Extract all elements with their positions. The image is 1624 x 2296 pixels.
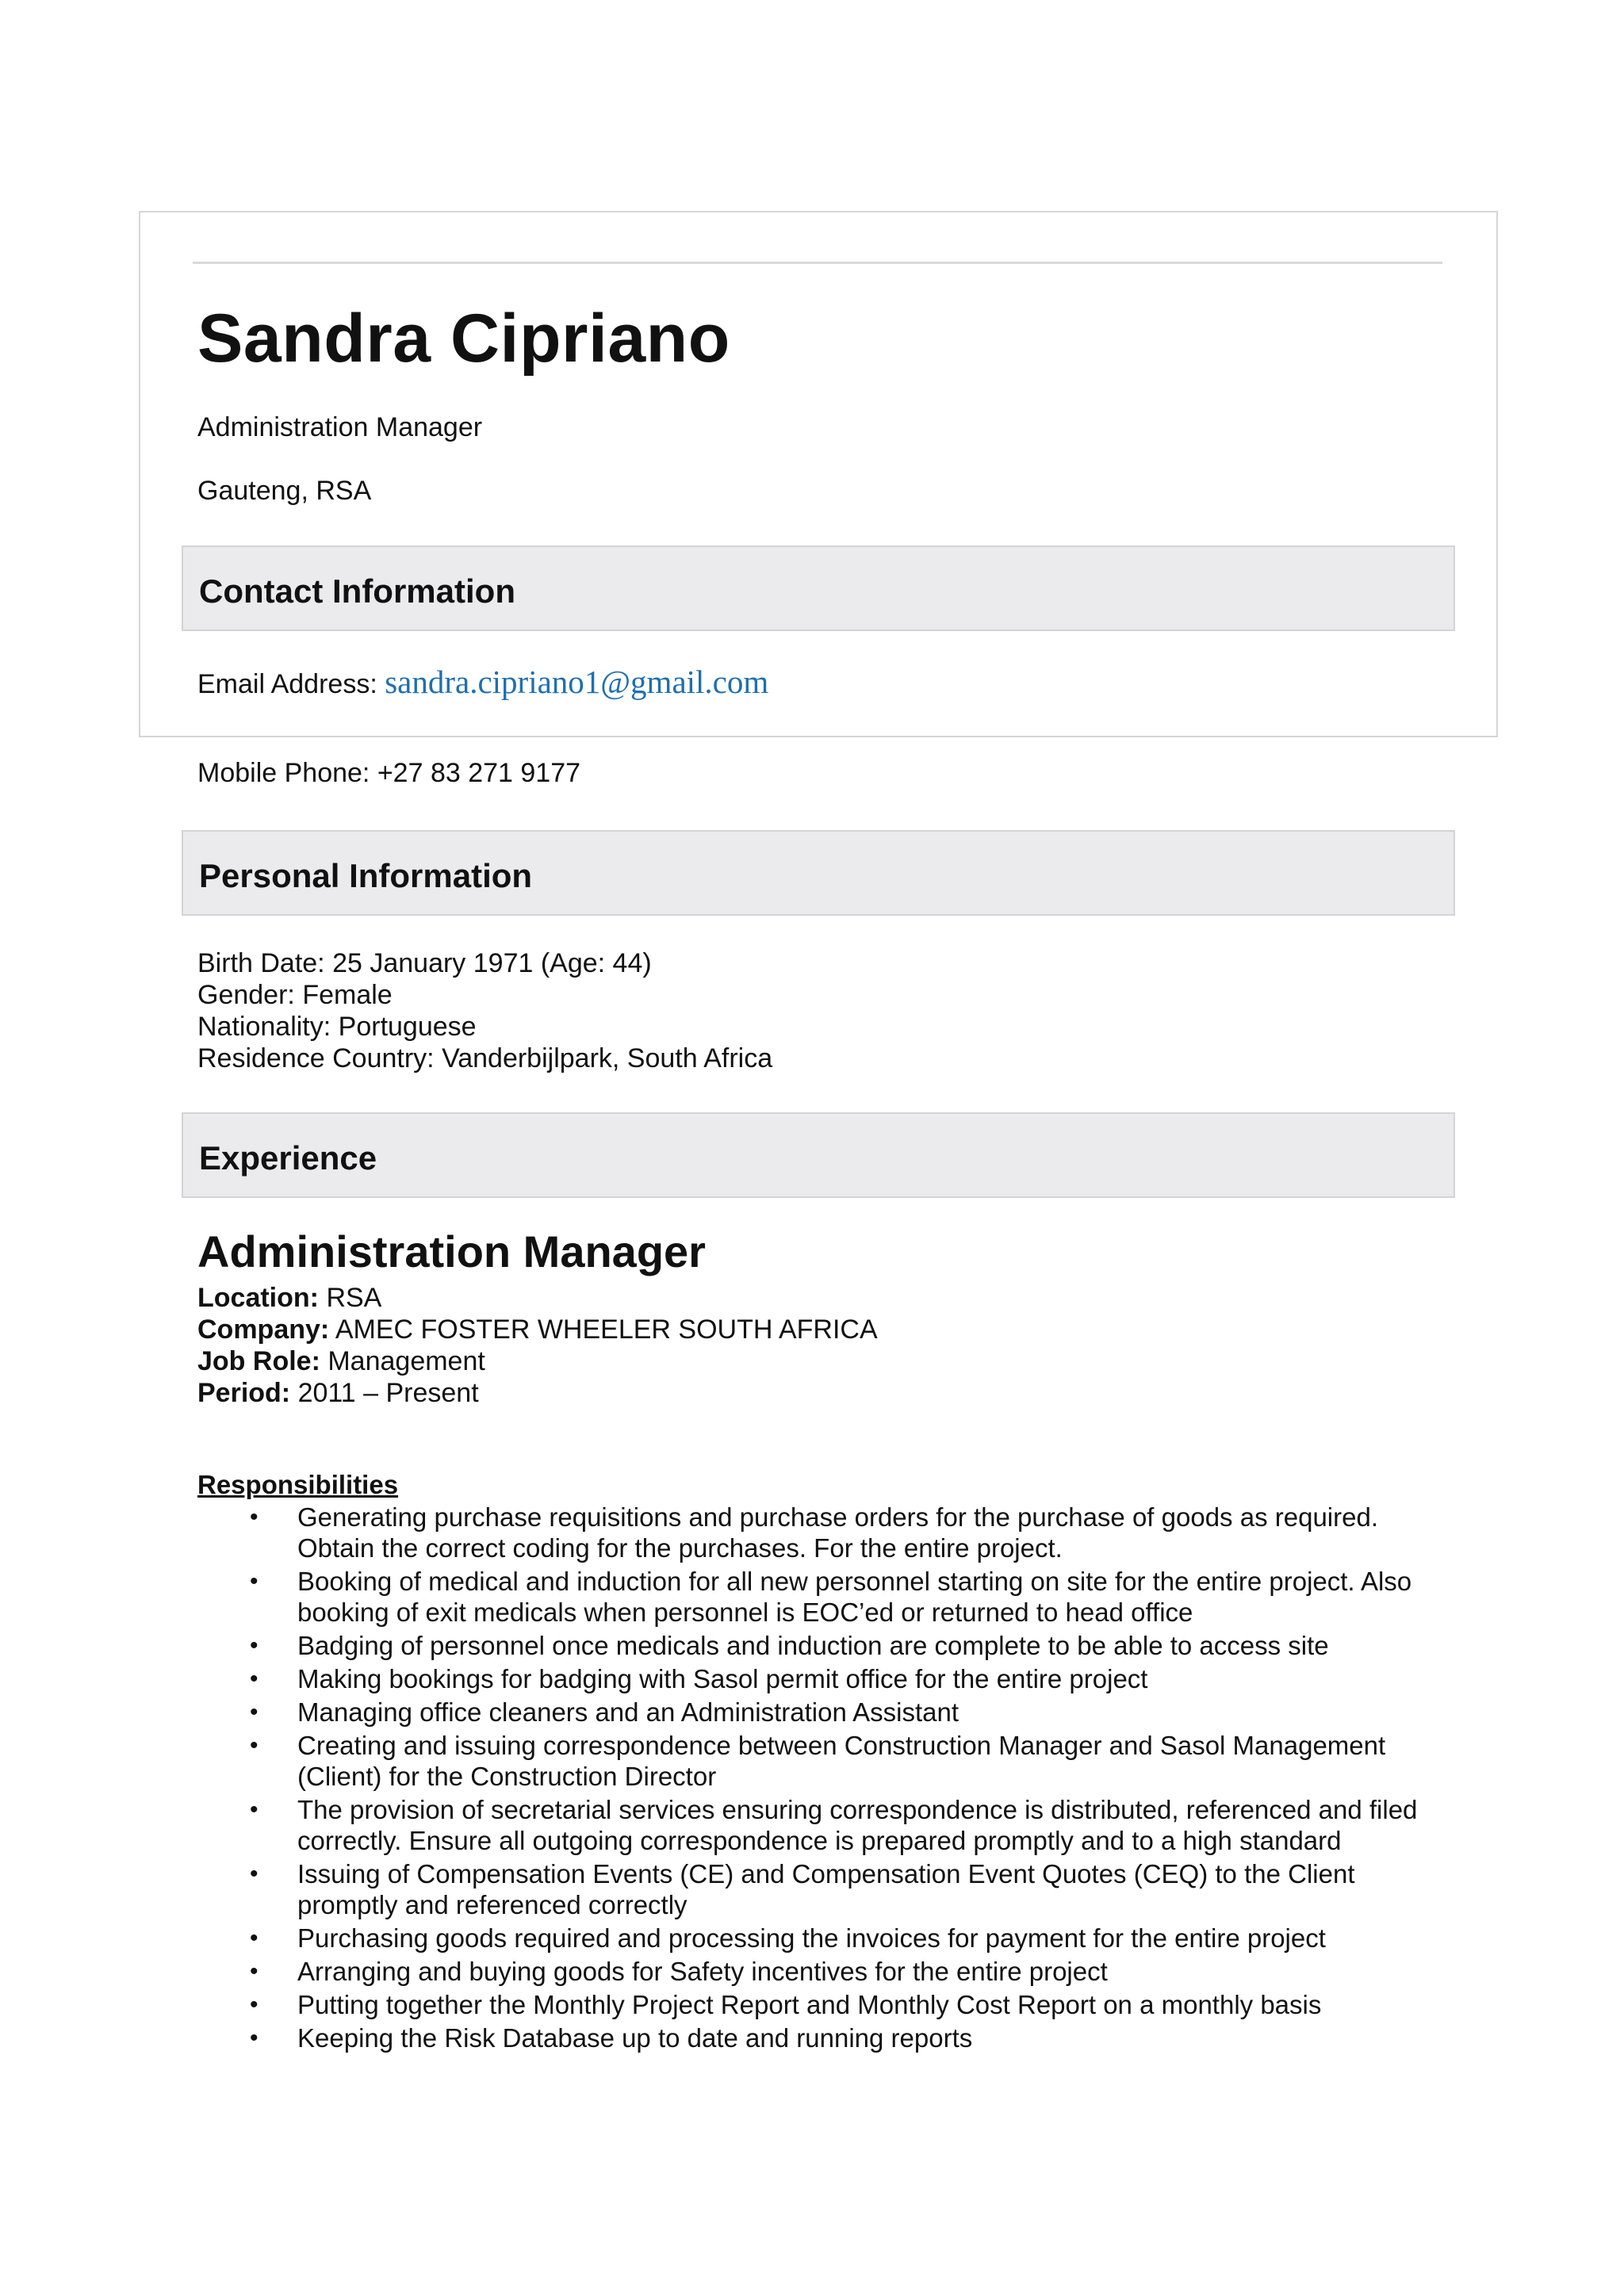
- responsibility-text: The provision of secretarial services ensuring correspondence is distributed, referenced and filed correctly. Ensure all outgoing correspondence is prepared promptly and to a high standard: [297, 1795, 1418, 1855]
- job-location-label: Location:: [197, 1283, 319, 1313]
- gender-row: [197, 979, 393, 1011]
- personal-heading: Personal Information: [199, 857, 533, 894]
- bullet-icon: •: [250, 1925, 259, 1951]
- mobile-value: +27 83 271 9177: [377, 758, 581, 788]
- period-value: 2011 – Present: [297, 1378, 479, 1408]
- header-divider: [193, 262, 1442, 264]
- company-value: AMEC FOSTER WHEELER SOUTH AFRICA: [335, 1314, 878, 1345]
- job-location-value: RSA: [326, 1283, 382, 1313]
- responsibilities-list: [197, 1502, 1442, 2056]
- email-row: [197, 666, 768, 700]
- job-title: Administration Manager: [197, 1226, 706, 1276]
- bullet-icon: •: [250, 1666, 259, 1692]
- job-role-row: [197, 1345, 485, 1377]
- residence-label: Residence Country:: [197, 1043, 435, 1073]
- bullet-icon: •: [250, 1568, 259, 1594]
- responsibility-text: Badging of personnel once medicals and induction are complete to be able to access site: [297, 1631, 1329, 1660]
- responsibility-text: Putting together the Monthly Project Report and Monthly Cost Report on a monthly basis: [297, 1990, 1322, 2019]
- responsibility-item: [197, 2022, 1442, 2053]
- experience-heading: Experience: [199, 1139, 377, 1177]
- bullet-icon: •: [250, 1861, 259, 1887]
- bullet-icon: •: [250, 1632, 259, 1659]
- responsibility-item: [197, 1956, 1442, 1987]
- responsibility-item: [197, 1923, 1442, 1954]
- residence-value: Vanderbijlpark, South Africa: [442, 1043, 773, 1073]
- residence-row: [197, 1043, 772, 1074]
- responsibility-text: Purchasing goods required and processing the invoices for payment for the entire project: [297, 1923, 1326, 1953]
- bullet-icon: •: [250, 1992, 259, 2018]
- responsibility-item: [197, 1989, 1442, 2020]
- bullet-icon: •: [250, 1504, 259, 1530]
- header-box: [139, 211, 1498, 737]
- candidate-location: Gauteng, RSA: [197, 476, 372, 506]
- responsibility-item: [197, 1697, 1442, 1728]
- responsibility-item: [197, 1566, 1442, 1628]
- responsibility-text: Creating and issuing correspondence between Construction Manager and Sasol Management (Client) for the Construction Director: [297, 1731, 1386, 1791]
- experience-section-bar: [182, 1112, 1455, 1198]
- gender-label: Gender:: [197, 980, 295, 1010]
- bullet-icon: •: [250, 2025, 259, 2051]
- company-row: [197, 1314, 878, 1345]
- responsibilities-heading: Responsibilities: [197, 1470, 399, 1499]
- birth-label: Birth Date:: [197, 948, 325, 978]
- job-role-value: Management: [327, 1346, 485, 1376]
- bullet-icon: •: [250, 1699, 259, 1725]
- contact-section-bar: [182, 545, 1455, 631]
- responsibility-item: [197, 1663, 1442, 1694]
- birth-value: 25 January 1971 (Age: 44): [332, 948, 652, 978]
- email-link[interactable]: sandra.cipriano1@gmail.com: [385, 664, 769, 700]
- mobile-label: Mobile Phone:: [197, 758, 370, 788]
- email-label: Email Address:: [197, 669, 377, 699]
- responsibility-text: Making bookings for badging with Sasol permit office for the entire project: [297, 1664, 1148, 1693]
- responsibility-item: [197, 1630, 1442, 1661]
- responsibility-item: [197, 1858, 1442, 1920]
- mobile-row: [197, 757, 580, 789]
- personal-section-bar: [182, 830, 1455, 916]
- bullet-icon: •: [250, 1732, 259, 1758]
- job-location-row: [197, 1282, 381, 1314]
- responsibility-item: [197, 1730, 1442, 1792]
- gender-value: Female: [302, 980, 393, 1010]
- nationality-row: [197, 1011, 477, 1043]
- company-label: Company:: [197, 1314, 330, 1345]
- responsibility-text: Managing office cleaners and an Administration Assistant: [297, 1697, 959, 1727]
- responsibility-item: [197, 1502, 1442, 1563]
- nationality-value: Portuguese: [338, 1012, 477, 1042]
- responsibility-text: Arranging and buying goods for Safety incentives for the entire project: [297, 1957, 1108, 1986]
- responsibility-text: Booking of medical and induction for all new personnel starting on site for the entire project. Also booking of exit medicals when personnel is EOC’ed or returned to head office: [297, 1567, 1412, 1627]
- period-row: [197, 1377, 479, 1409]
- responsibility-text: Issuing of Compensation Events (CE) and Compensation Event Quotes (CEQ) to the Client promptly and referenced correctly: [297, 1859, 1355, 1919]
- responsibility-text: Generating purchase requisitions and purchase orders for the purchase of goods as required. Obtain the correct coding for the purchases. For the entire project.: [297, 1502, 1378, 1563]
- responsibility-text: Keeping the Risk Database up to date and running reports: [297, 2023, 973, 2053]
- bullet-icon: •: [250, 1958, 259, 1984]
- job-role-label: Job Role:: [197, 1346, 320, 1376]
- period-label: Period:: [197, 1378, 291, 1408]
- contact-heading: Contact Information: [199, 572, 515, 610]
- bullet-icon: •: [250, 1797, 259, 1823]
- responsibility-item: [197, 1794, 1442, 1856]
- candidate-name: Sandra Cipriano: [197, 300, 730, 377]
- candidate-title: Administration Manager: [197, 412, 483, 442]
- birth-row: [197, 947, 652, 979]
- nationality-label: Nationality:: [197, 1012, 331, 1042]
